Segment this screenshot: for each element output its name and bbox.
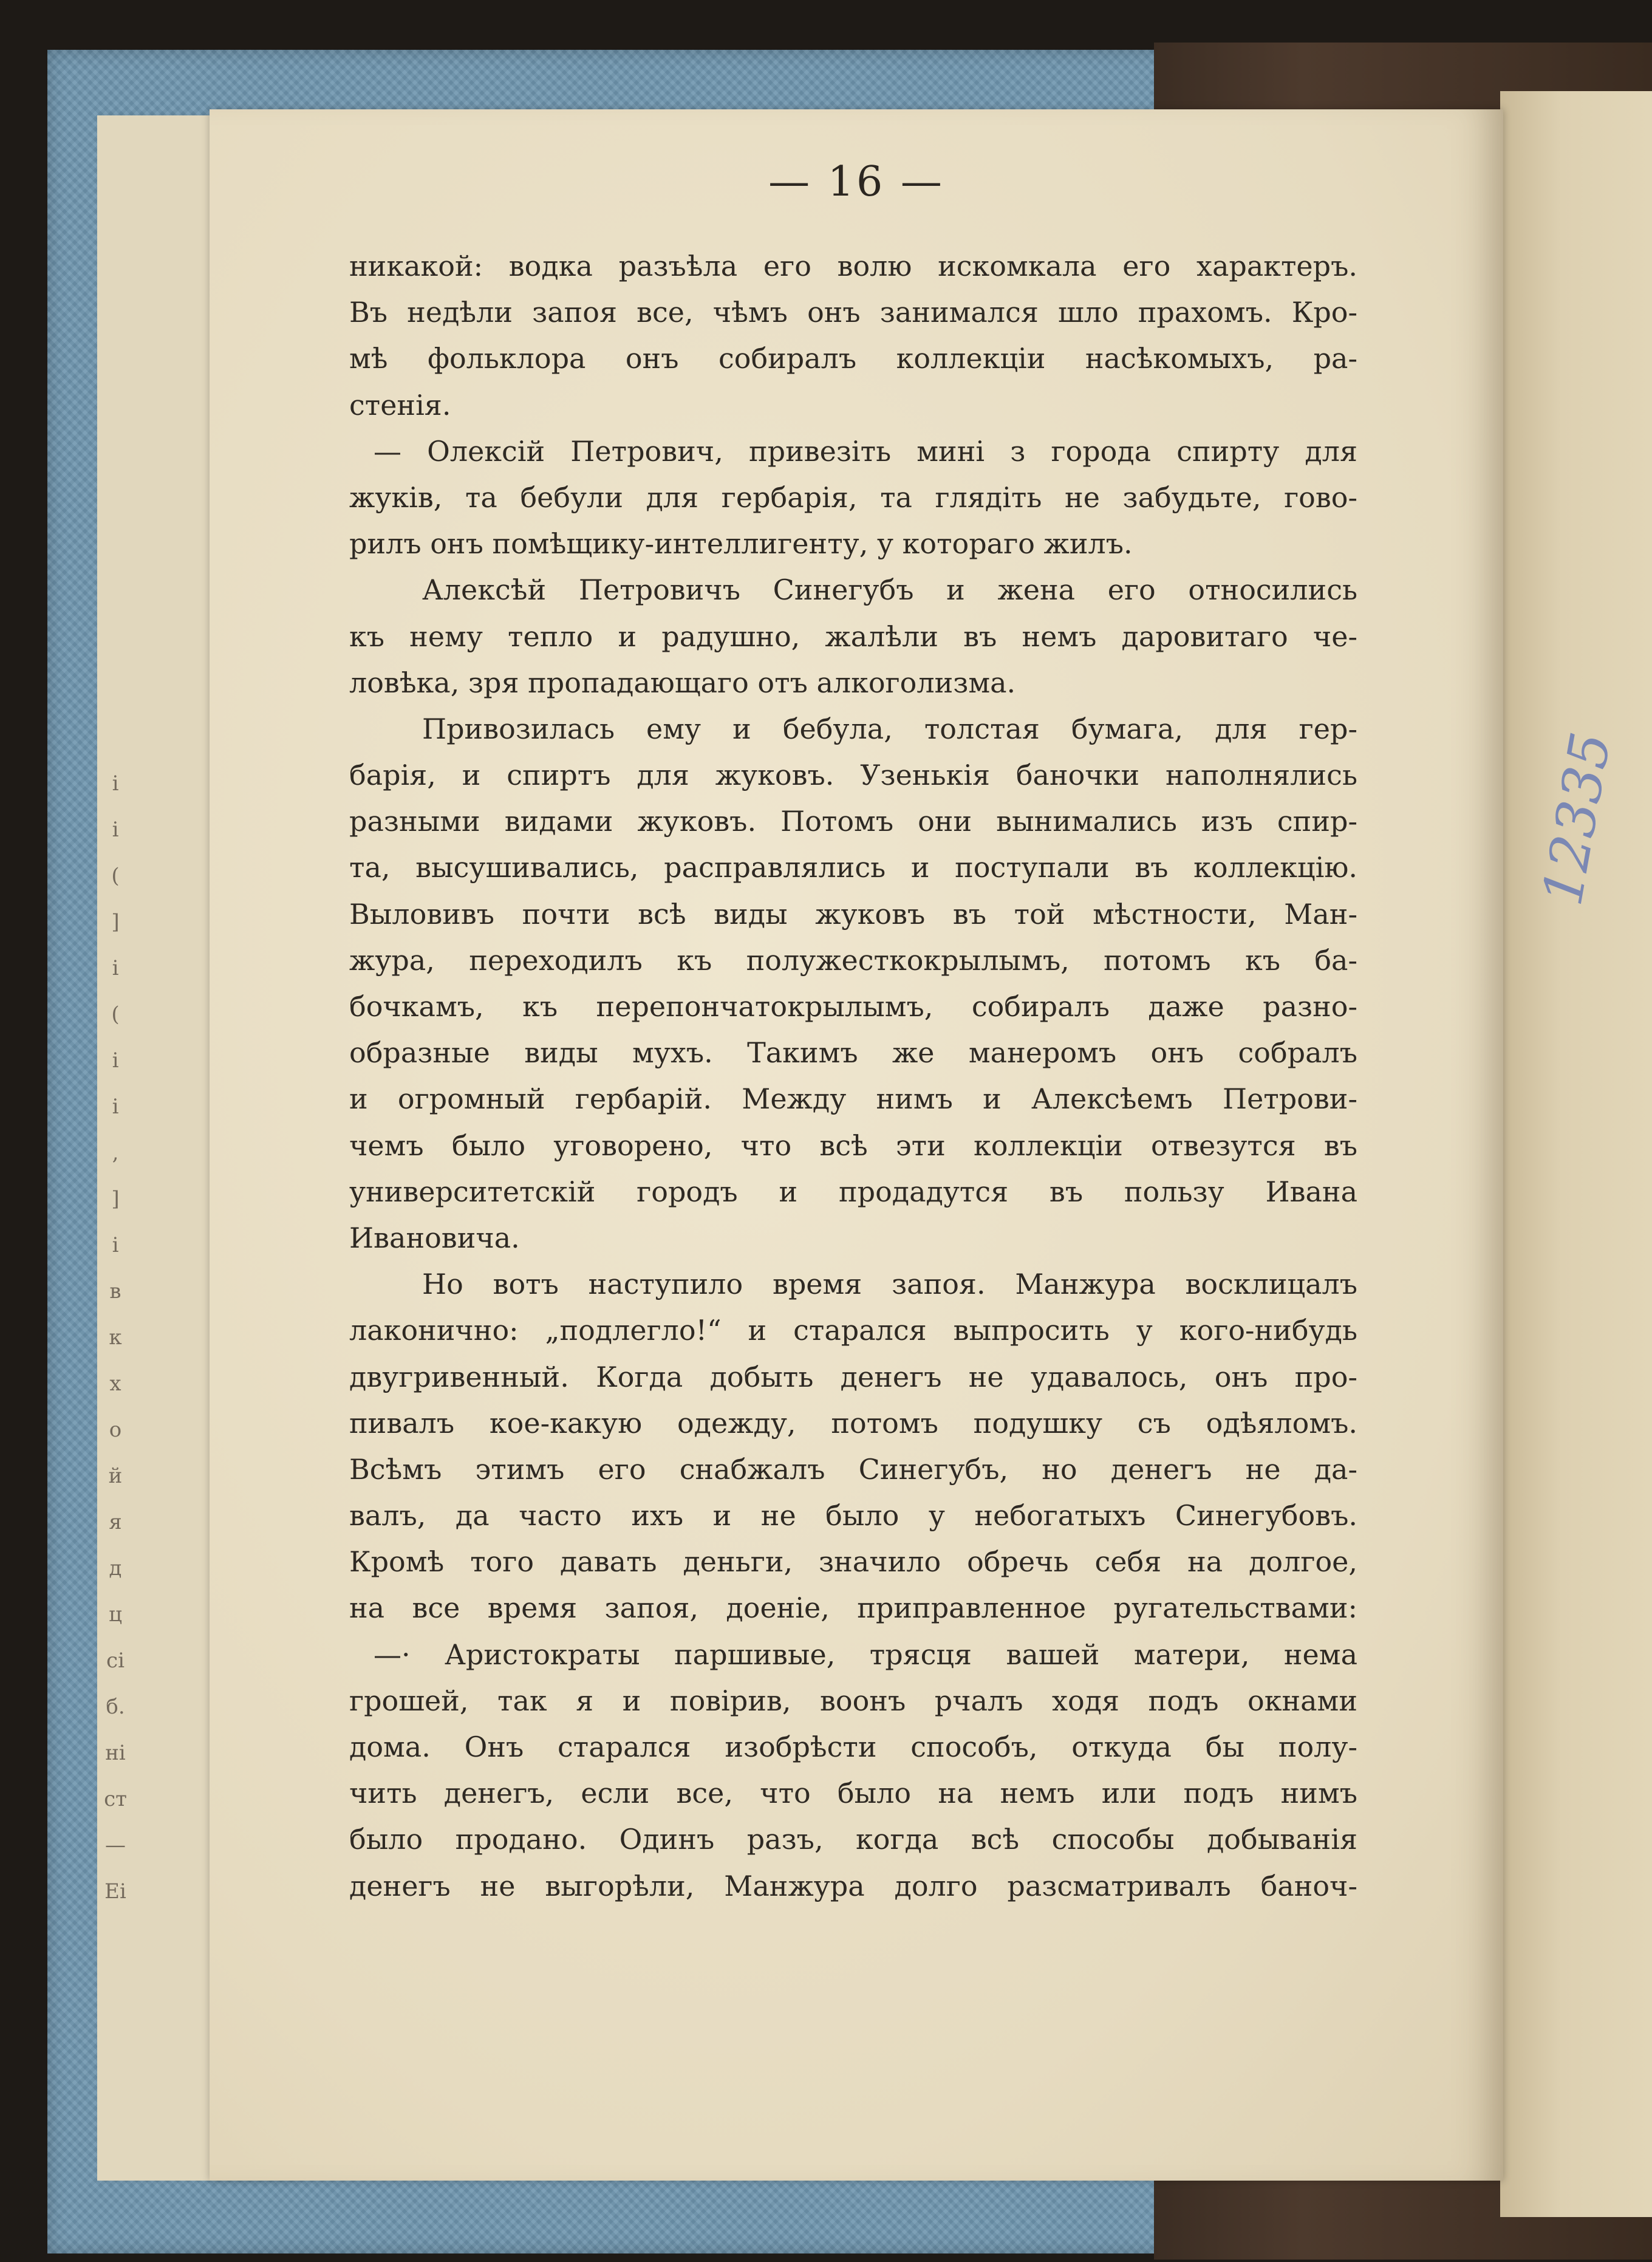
- text-line: Кромѣ того давать деньги, значило обречь себя на долгое,: [349, 1545, 1357, 1579]
- text-line: Но вотъ наступило время запоя. Манжура восклицалъ: [422, 1268, 1357, 1301]
- text-line: Въ недѣли запоя все, чѣмъ онъ занимался шло прахомъ. Кро-: [349, 296, 1357, 329]
- text-line: двугривенный. Когда добыть денегъ не удавалось, онъ про-: [349, 1360, 1357, 1393]
- text-line: та, высушивались, расправлялись и поступали въ коллекцію.: [349, 851, 1357, 884]
- text-line: Выловивъ почти всѣ виды жуковъ въ той мѣстности, Ман-: [349, 897, 1357, 931]
- text-line: пивалъ кое-какую одежду, потомъ подушку съ одѣяломъ.: [349, 1406, 1357, 1440]
- prev-page-letter: і: [112, 1233, 119, 1257]
- prev-page-letter: (: [111, 864, 120, 888]
- text-line: Всѣмъ этимъ его снабжалъ Синегубъ, но денегъ не да-: [349, 1452, 1357, 1486]
- text-line: бочкамъ, къ перепончатокрылымъ, собиралъ даже разно-: [349, 990, 1357, 1023]
- prev-page-letter: і: [112, 956, 119, 980]
- text-line: Алексѣй Петровичъ Синегубъ и жена его относились: [422, 573, 1357, 607]
- prev-page-letter: Еі: [104, 1879, 126, 1904]
- prev-page-letter: ц: [109, 1602, 122, 1627]
- next-page-edge: [1500, 91, 1652, 2217]
- text-line: къ нему тепло и радушно, жалѣли въ немъ даровитаго че-: [349, 620, 1357, 653]
- text-line: стенія.: [349, 388, 451, 422]
- text-line: было продано. Одинъ разъ, когда всѣ способы добыванія: [349, 1823, 1357, 1856]
- page-text: [349, 243, 1357, 1909]
- prev-page-letter: ст: [104, 1787, 127, 1811]
- text-line: Привозилась ему и бебула, толстая бумага, для гер-: [422, 712, 1357, 745]
- prev-page-letter: в: [109, 1279, 121, 1304]
- prev-page-letter: і: [112, 818, 119, 842]
- text-line: — Олексій Петрович, привезіть мині з города спирту для: [374, 434, 1357, 468]
- prev-page-letter: к: [109, 1325, 122, 1350]
- text-line: барія, и спиртъ для жуковъ. Узенькія баночки наполнялись: [349, 759, 1357, 792]
- text-line: жура, переходилъ къ полужесткокрылымъ, потомъ къ ба-: [349, 943, 1357, 977]
- prev-page-letter: б.: [106, 1695, 125, 1719]
- text-line: на все время запоя, доеніе, приправленное ругательствами:: [349, 1591, 1357, 1625]
- text-line: —· Аристократы паршивые, трясця вашей матери, нема: [374, 1638, 1357, 1671]
- text-line: денегъ не выгорѣли, Манжура долго разсматривалъ баноч-: [349, 1869, 1357, 1902]
- text-line: мѣ фольклора онъ собиралъ коллекціи насѣкомыхъ, ра-: [349, 342, 1357, 375]
- text-line: и огромный гербарій. Между нимъ и Алексѣемъ Петрови-: [349, 1082, 1357, 1116]
- text-line: грошей, так я и повірив, воонъ рчалъ ходя подъ окнами: [349, 1684, 1357, 1717]
- text-line: образные виды мухъ. Такимъ же манеромъ онъ собралъ: [349, 1036, 1357, 1070]
- text-line: разными видами жуковъ. Потомъ они вынимались изъ спир-: [349, 805, 1357, 838]
- prev-page-letter: ]: [111, 910, 120, 934]
- text-line: лаконично: „подлегло!“ и старался выпросить у кого-нибудь: [349, 1314, 1357, 1347]
- text-line: чить денегъ, если все, что было на немъ или подъ нимъ: [349, 1777, 1357, 1810]
- text-line: ловѣка, зря пропадающаго отъ алкоголизма.: [349, 666, 1016, 699]
- prev-page-letter: і: [112, 1095, 119, 1119]
- prev-page-letter: х: [109, 1372, 121, 1396]
- prev-page-letter: ,: [112, 1141, 119, 1165]
- pencil-shelf-mark: 12335: [1531, 728, 1624, 911]
- book-page: [210, 109, 1503, 2181]
- prev-page-letter: (: [111, 1002, 120, 1027]
- text-line: никакой: водка разъѣла его волю искомкала его характеръ.: [349, 250, 1357, 282]
- text-line: дома. Онъ старался изобрѣсти способъ, откуда бы полу-: [349, 1731, 1357, 1763]
- page-number: — 16 —: [768, 158, 944, 206]
- text-line: валъ, да часто ихъ и не было у небогатыхъ Синегубовъ.: [349, 1499, 1357, 1532]
- prev-page-letter: і: [112, 771, 119, 796]
- prev-page-letter: і: [112, 1048, 119, 1073]
- prev-page-letter: сі: [106, 1649, 125, 1673]
- text-line: жуків, та бебули для гербарія, та глядіть не забудьте, гово-: [349, 480, 1357, 514]
- text-line: университетскій городъ и продадутся въ пользу Ивана: [349, 1175, 1357, 1208]
- text-line: рилъ онъ помѣщику-интеллигенту, у котораго жилъ.: [349, 527, 1133, 561]
- text-line: Ивановича.: [349, 1221, 520, 1254]
- text-line: чемъ было уговорено, что всѣ эти коллекціи отвезутся въ: [349, 1129, 1357, 1162]
- prev-page-letter: й: [108, 1464, 123, 1488]
- prev-page-letter: —: [105, 1833, 126, 1857]
- prev-page-letter: ні: [105, 1741, 126, 1765]
- prev-page-letter: о: [109, 1418, 122, 1442]
- prev-page-letter: д: [109, 1556, 122, 1580]
- prev-page-letter: ]: [111, 1187, 120, 1211]
- prev-page-letter: я: [109, 1510, 122, 1534]
